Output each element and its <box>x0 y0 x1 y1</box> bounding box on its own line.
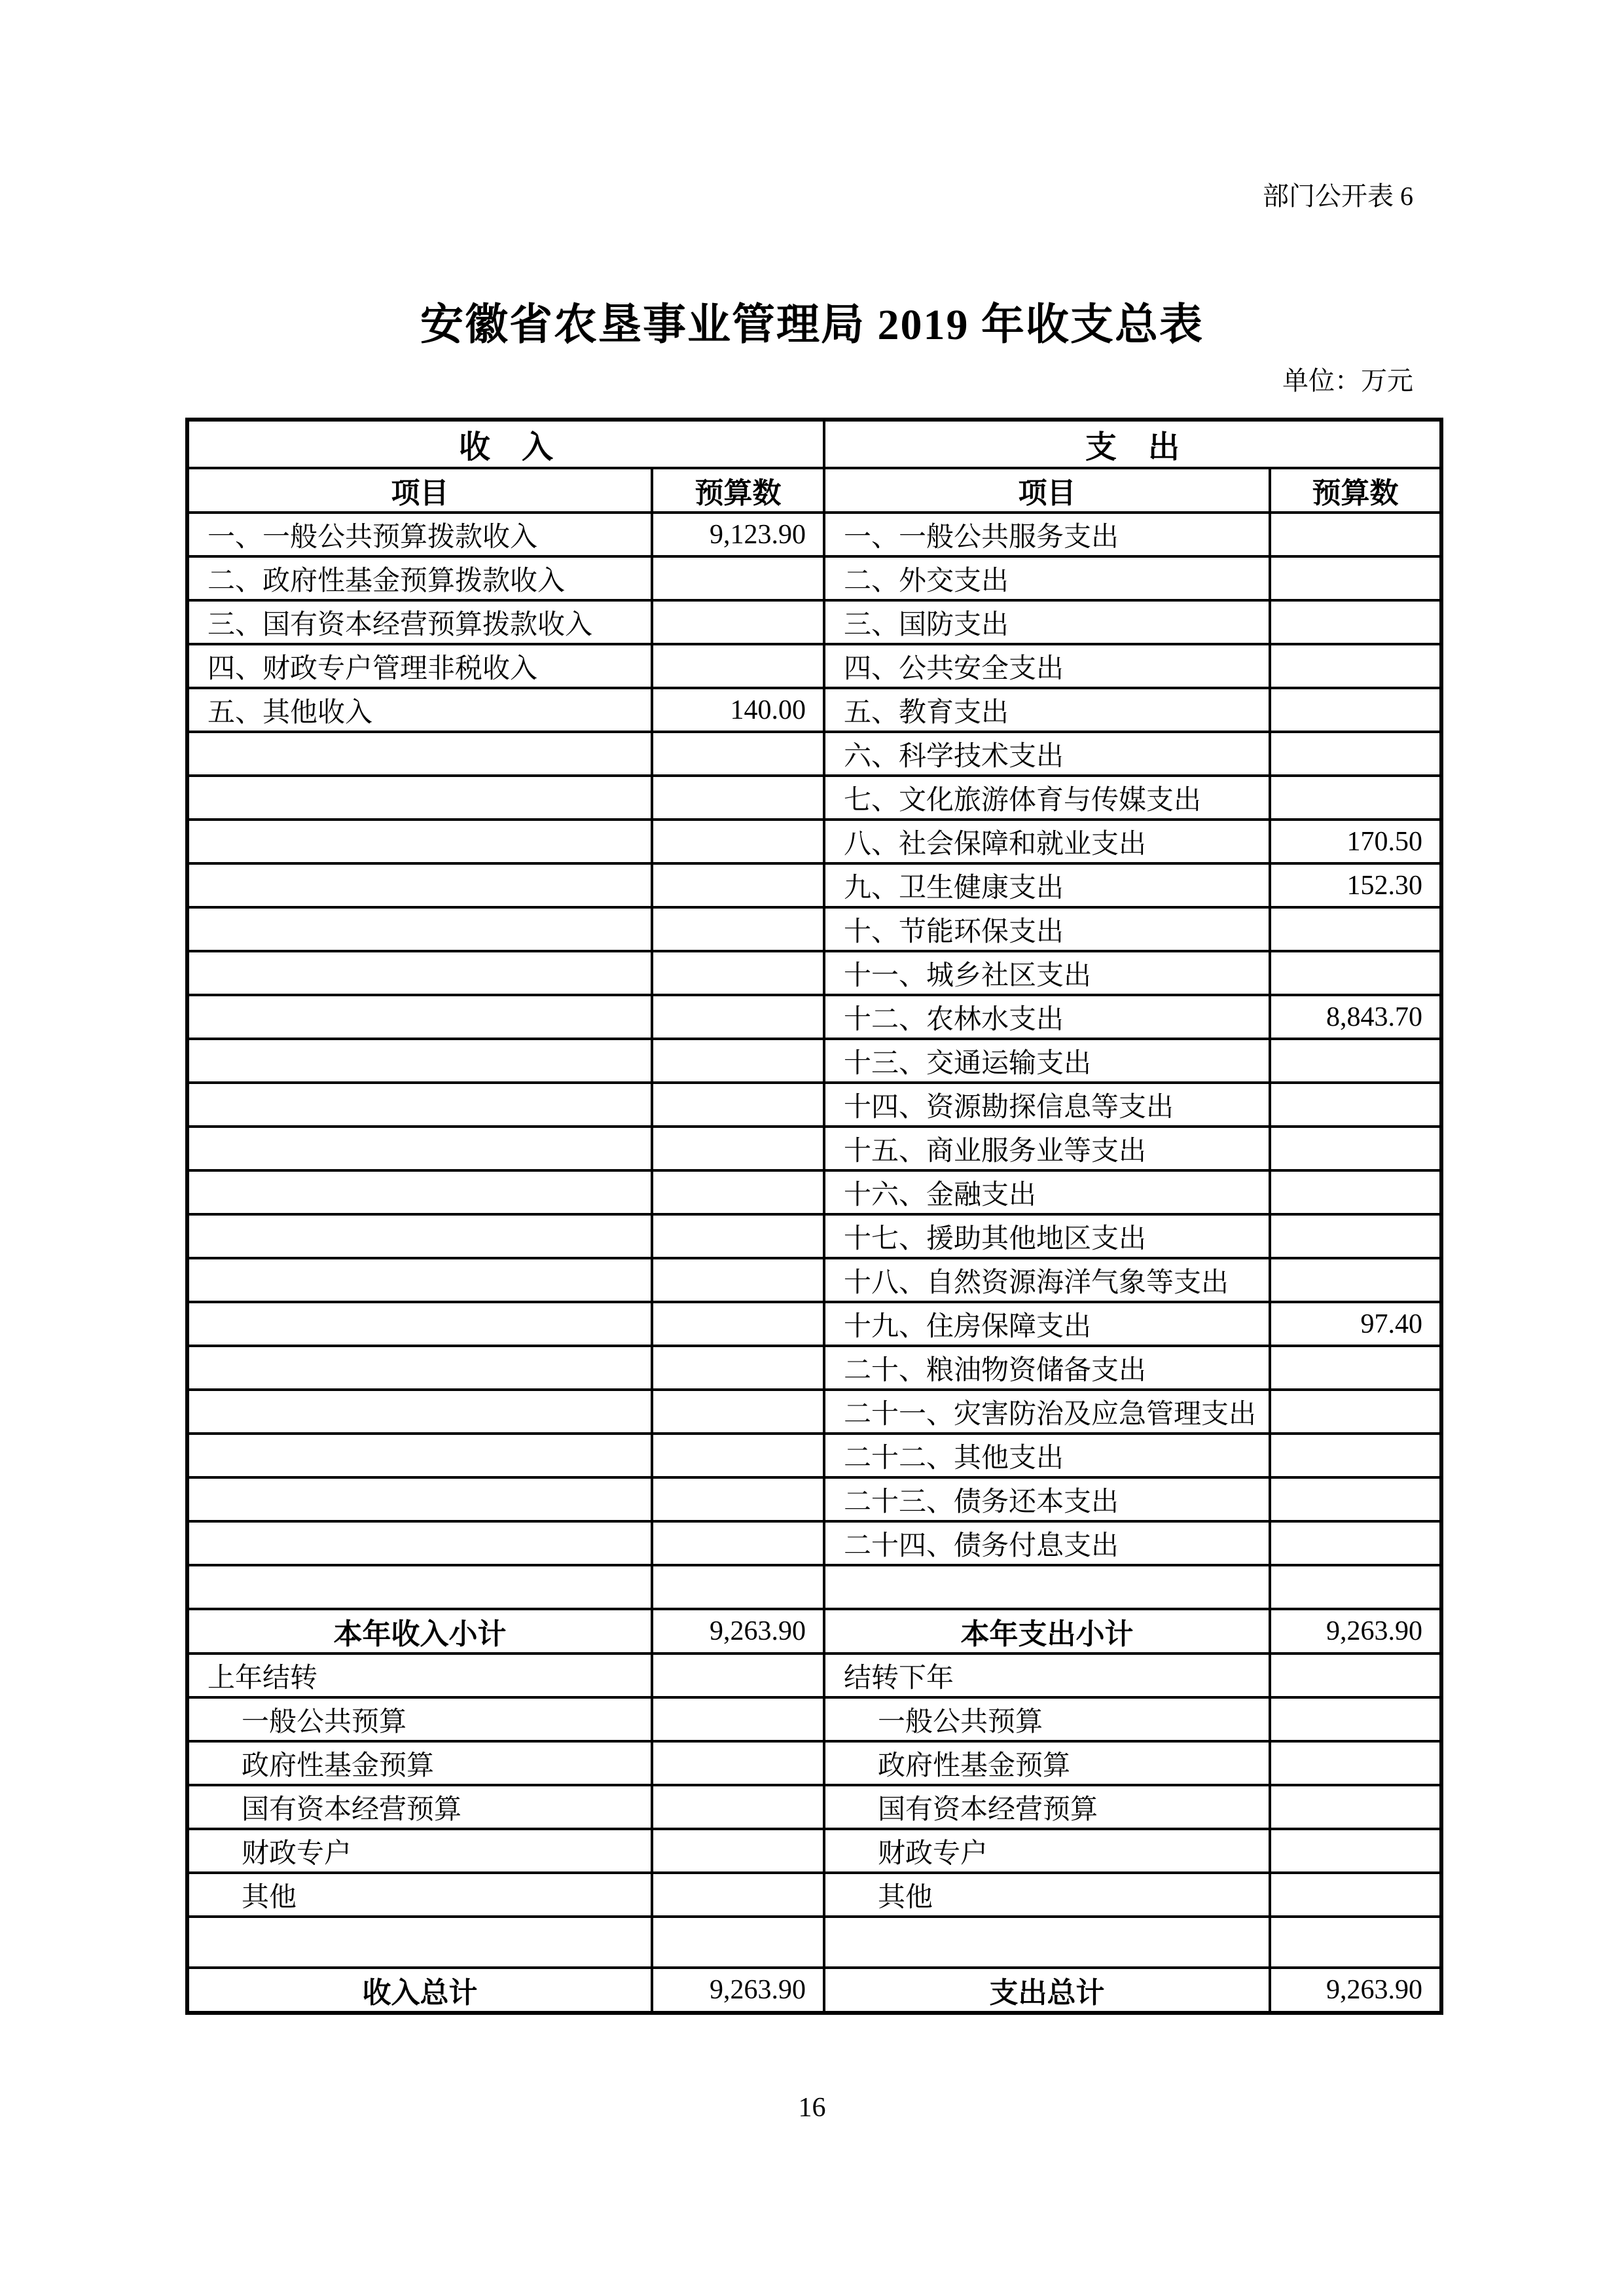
income-value-cell: 9,263.90 <box>652 1968 824 2013</box>
income-value-cell <box>652 556 824 600</box>
income-item-cell: 一般公共预算 <box>187 1697 652 1741</box>
expense-value-cell <box>1270 1785 1441 1829</box>
expense-item-cell: 二十三、债务还本支出 <box>824 1477 1270 1521</box>
expense-value-cell: 170.50 <box>1270 820 1441 863</box>
expense-section-header: 支 出 <box>824 420 1441 468</box>
table-row <box>187 513 1441 556</box>
income-item-cell: 二、政府性基金预算拨款收入 <box>187 556 652 600</box>
income-value-cell <box>652 1170 824 1214</box>
income-value-cell <box>652 1302 824 1346</box>
income-item-cell <box>187 1083 652 1127</box>
expense-value-cell: 97.40 <box>1270 1302 1441 1346</box>
income-item-cell <box>187 1917 652 1968</box>
expense-item-cell: 三、国防支出 <box>824 600 1270 644</box>
expense-item-cell: 其他 <box>824 1873 1270 1917</box>
expense-value-cell <box>1270 1653 1441 1697</box>
expense-item-cell: 十五、商业服务业等支出 <box>824 1127 1270 1170</box>
income-value-cell <box>652 644 824 688</box>
page-title: 安徽省农垦事业管理局 2019 年收支总表 <box>420 301 1204 349</box>
table-row <box>187 1697 1441 1741</box>
table-row <box>187 1346 1441 1390</box>
expense-value-cell <box>1270 1434 1441 1477</box>
income-item-cell <box>187 1521 652 1565</box>
income-value-cell: 9,263.90 <box>652 1609 824 1653</box>
expense-item-cell: 十四、资源勘探信息等支出 <box>824 1083 1270 1127</box>
income-item-cell: 本年收入小计 <box>187 1609 652 1653</box>
income-item-cell <box>187 951 652 995</box>
income-item-column-header: 项目 <box>187 468 652 513</box>
table-row <box>187 1083 1441 1127</box>
table-row <box>187 951 1441 995</box>
column-header-row <box>187 468 1441 513</box>
expense-value-cell <box>1270 1521 1441 1565</box>
expense-value-cell <box>1270 644 1441 688</box>
income-item-cell: 财政专户 <box>187 1829 652 1873</box>
expense-value-cell <box>1270 907 1441 951</box>
table-row <box>187 1127 1441 1170</box>
income-value-cell <box>652 951 824 995</box>
expense-item-cell: 十三、交通运输支出 <box>824 1039 1270 1083</box>
expense-value-cell: 9,263.90 <box>1270 1968 1441 2013</box>
expense-item-cell: 本年支出小计 <box>824 1609 1270 1653</box>
income-value-cell <box>652 1390 824 1434</box>
income-item-cell <box>187 1565 652 1609</box>
table-row <box>187 1873 1441 1917</box>
expense-item-cell: 财政专户 <box>824 1829 1270 1873</box>
expense-value-cell <box>1270 732 1441 776</box>
income-item-cell <box>187 1258 652 1302</box>
expense-value-cell <box>1270 513 1441 556</box>
income-item-cell <box>187 863 652 907</box>
expense-item-cell: 十七、援助其他地区支出 <box>824 1214 1270 1258</box>
expense-item-cell: 九、卫生健康支出 <box>824 863 1270 907</box>
expense-item-column-header: 项目 <box>824 468 1270 513</box>
expense-value-cell <box>1270 1127 1441 1170</box>
expense-value-cell <box>1270 1170 1441 1214</box>
expense-item-cell: 六、科学技术支出 <box>824 732 1270 776</box>
expense-value-cell <box>1270 1214 1441 1258</box>
income-item-cell: 政府性基金预算 <box>187 1741 652 1785</box>
income-value-cell <box>652 1653 824 1697</box>
table-row <box>187 732 1441 776</box>
income-value-cell <box>652 1785 824 1829</box>
page-number: 16 <box>798 2093 826 2123</box>
expense-value-cell <box>1270 556 1441 600</box>
income-value-cell <box>652 1521 824 1565</box>
table-row <box>187 1039 1441 1083</box>
income-item-cell: 一、一般公共预算拨款收入 <box>187 513 652 556</box>
income-item-cell <box>187 1214 652 1258</box>
expense-item-cell <box>824 1917 1270 1968</box>
table-row <box>187 1653 1441 1697</box>
expense-value-cell <box>1270 1741 1441 1785</box>
expense-value-cell <box>1270 1390 1441 1434</box>
table-row <box>187 1785 1441 1829</box>
expense-item-cell: 十八、自然资源海洋气象等支出 <box>824 1258 1270 1302</box>
table-row <box>187 1214 1441 1258</box>
expense-value-cell <box>1270 688 1441 732</box>
table-row <box>187 995 1441 1039</box>
expense-value-cell <box>1270 1083 1441 1127</box>
table-row <box>187 907 1441 951</box>
income-item-cell: 国有资本经营预算 <box>187 1785 652 1829</box>
budget-table-body <box>187 513 1441 2013</box>
income-item-cell <box>187 1434 652 1477</box>
table-row <box>187 1565 1441 1609</box>
income-item-cell: 四、财政专户管理非税收入 <box>187 644 652 688</box>
income-item-cell <box>187 776 652 820</box>
income-value-cell <box>652 1434 824 1477</box>
income-value-cell <box>652 600 824 644</box>
expense-item-cell: 十六、金融支出 <box>824 1170 1270 1214</box>
section-header-row <box>187 420 1441 468</box>
income-value-cell <box>652 820 824 863</box>
table-row <box>187 600 1441 644</box>
income-value-cell <box>652 1214 824 1258</box>
income-value-cell: 9,123.90 <box>652 513 824 556</box>
expense-value-cell <box>1270 1917 1441 1968</box>
expense-item-cell: 一、一般公共服务支出 <box>824 513 1270 556</box>
table-row <box>187 863 1441 907</box>
table-row <box>187 1477 1441 1521</box>
expense-item-cell: 二十、粮油物资储备支出 <box>824 1346 1270 1390</box>
table-row <box>187 1609 1441 1653</box>
income-value-cell <box>652 1346 824 1390</box>
expense-item-cell: 十九、住房保障支出 <box>824 1302 1270 1346</box>
expense-item-cell <box>824 1565 1270 1609</box>
income-value-cell <box>652 1127 824 1170</box>
income-value-cell <box>652 1565 824 1609</box>
income-item-cell <box>187 1477 652 1521</box>
income-value-cell <box>652 1039 824 1083</box>
expense-value-cell: 152.30 <box>1270 863 1441 907</box>
expense-value-cell <box>1270 1039 1441 1083</box>
expense-item-cell: 十一、城乡社区支出 <box>824 951 1270 995</box>
table-row <box>187 820 1441 863</box>
expense-item-cell: 二、外交支出 <box>824 556 1270 600</box>
income-value-cell <box>652 1917 824 1968</box>
expense-value-cell <box>1270 776 1441 820</box>
expense-item-cell: 支出总计 <box>824 1968 1270 2013</box>
expense-item-cell: 十二、农林水支出 <box>824 995 1270 1039</box>
expense-item-cell: 十、节能环保支出 <box>824 907 1270 951</box>
income-value-cell <box>652 1697 824 1741</box>
income-value-cell <box>652 732 824 776</box>
income-value-cell <box>652 1258 824 1302</box>
expense-value-cell <box>1270 1565 1441 1609</box>
expense-value-cell <box>1270 1477 1441 1521</box>
income-item-cell <box>187 820 652 863</box>
income-value-cell <box>652 1083 824 1127</box>
income-value-cell <box>652 1829 824 1873</box>
income-item-cell: 收入总计 <box>187 1968 652 2013</box>
income-item-cell <box>187 1127 652 1170</box>
expense-value-cell <box>1270 1873 1441 1917</box>
expense-value-cell <box>1270 1346 1441 1390</box>
table-row <box>187 688 1441 732</box>
expense-item-cell: 七、文化旅游体育与传媒支出 <box>824 776 1270 820</box>
table-row <box>187 1170 1441 1214</box>
income-item-cell: 三、国有资本经营预算拨款收入 <box>187 600 652 644</box>
income-item-cell <box>187 1039 652 1083</box>
table-row <box>187 1917 1441 1968</box>
income-value-cell <box>652 995 824 1039</box>
income-value-cell <box>652 776 824 820</box>
income-item-cell <box>187 907 652 951</box>
income-budget-column-header: 预算数 <box>652 468 824 513</box>
income-item-cell: 上年结转 <box>187 1653 652 1697</box>
income-item-cell <box>187 995 652 1039</box>
income-item-cell <box>187 732 652 776</box>
income-value-cell <box>652 863 824 907</box>
expense-item-cell: 四、公共安全支出 <box>824 644 1270 688</box>
income-value-cell: 140.00 <box>652 688 824 732</box>
income-item-cell: 五、其他收入 <box>187 688 652 732</box>
table-row <box>187 1829 1441 1873</box>
table-row <box>187 1521 1441 1565</box>
expense-value-cell <box>1270 1829 1441 1873</box>
expense-value-cell <box>1270 1697 1441 1741</box>
unit-label: 单位：万元 <box>1282 366 1413 395</box>
income-item-cell <box>187 1346 652 1390</box>
table-row <box>187 644 1441 688</box>
income-item-cell: 其他 <box>187 1873 652 1917</box>
table-row <box>187 1434 1441 1477</box>
expense-value-cell <box>1270 951 1441 995</box>
income-value-cell <box>652 1873 824 1917</box>
table-row <box>187 776 1441 820</box>
table-row <box>187 1258 1441 1302</box>
table-row <box>187 1302 1441 1346</box>
income-item-cell <box>187 1302 652 1346</box>
expense-value-cell <box>1270 600 1441 644</box>
expense-item-cell: 二十一、灾害防治及应急管理支出 <box>824 1390 1270 1434</box>
table-row <box>187 1390 1441 1434</box>
budget-table <box>185 418 1443 2015</box>
expense-budget-column-header: 预算数 <box>1270 468 1441 513</box>
table-row <box>187 556 1441 600</box>
income-item-cell <box>187 1390 652 1434</box>
corner-note: 部门公开表 6 <box>1263 181 1413 211</box>
expense-value-cell: 9,263.90 <box>1270 1609 1441 1653</box>
expense-item-cell: 二十二、其他支出 <box>824 1434 1270 1477</box>
income-value-cell <box>652 1741 824 1785</box>
expense-item-cell: 结转下年 <box>824 1653 1270 1697</box>
income-section-header: 收 入 <box>187 420 824 468</box>
expense-value-cell: 8,843.70 <box>1270 995 1441 1039</box>
expense-item-cell: 八、社会保障和就业支出 <box>824 820 1270 863</box>
expense-item-cell: 一般公共预算 <box>824 1697 1270 1741</box>
expense-value-cell <box>1270 1258 1441 1302</box>
table-row <box>187 1741 1441 1785</box>
expense-item-cell: 政府性基金预算 <box>824 1741 1270 1785</box>
expense-item-cell: 五、教育支出 <box>824 688 1270 732</box>
income-item-cell <box>187 1170 652 1214</box>
income-value-cell <box>652 1477 824 1521</box>
expense-item-cell: 二十四、债务付息支出 <box>824 1521 1270 1565</box>
table-row <box>187 1968 1441 2013</box>
income-value-cell <box>652 907 824 951</box>
expense-item-cell: 国有资本经营预算 <box>824 1785 1270 1829</box>
